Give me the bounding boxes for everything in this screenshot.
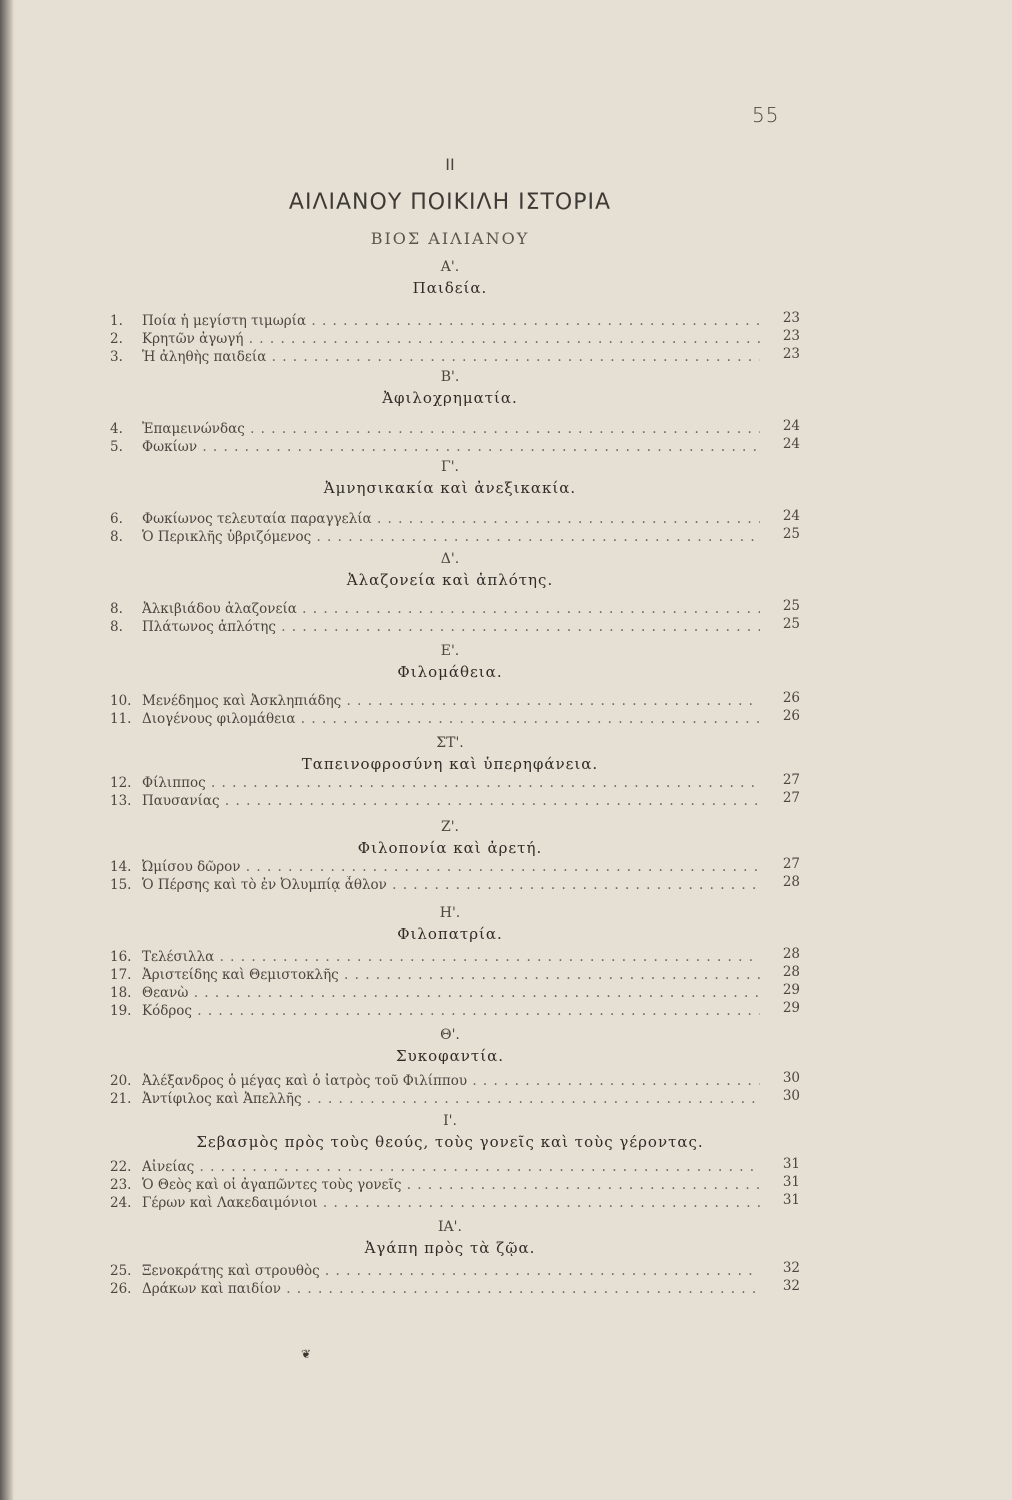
toc-entry <box>110 528 800 546</box>
entry-number: 18. <box>110 985 132 1001</box>
entry-page-number: 31 <box>782 1192 800 1208</box>
entry-page-number: 23 <box>782 310 800 326</box>
toc-entry <box>110 510 800 528</box>
entry-number: 16. <box>110 949 132 965</box>
entry-label: Παυσανίας . . . <box>142 792 760 810</box>
entry-label: Ἐπαμεινώνδας . . . <box>142 420 760 438</box>
entry-number: 2. <box>110 331 123 347</box>
entry-number: 10. <box>110 693 132 709</box>
entry-page-number: 27 <box>782 790 800 806</box>
entry-page-number: 24 <box>782 508 800 524</box>
section-roman-numeral: II <box>445 155 455 174</box>
entry-page-number: 28 <box>782 946 800 962</box>
section-number: Α'. <box>440 259 460 275</box>
entry-label: Ὁ Περικλῆς ὑβριζόμενος . . . <box>142 528 760 546</box>
section-number: Η'. <box>439 905 461 921</box>
section-number: Δ'. <box>440 551 460 567</box>
section-title: Φιλοπονία καὶ ἀρετή. <box>357 839 543 857</box>
entry-page-number: 25 <box>782 598 800 614</box>
section-heading <box>0 258 900 298</box>
section-title: Ἀγάπη πρὸς τὰ ζῷα. <box>364 1239 536 1257</box>
entry-label: Ὁ Πέρσης καὶ τὸ ἐν Ὀλυμπίᾳ ἆθλον . . . <box>142 876 760 894</box>
toc-entry <box>110 420 800 438</box>
entry-number: 8. <box>110 619 123 635</box>
section-title: Ἀφιλοχρηματία. <box>382 389 518 407</box>
entry-label: Ὠμίσου δῶρον . . . <box>142 858 760 876</box>
entry-page-number: 30 <box>782 1088 800 1104</box>
toc-entry <box>110 1072 800 1090</box>
section-heading <box>0 1218 900 1258</box>
entry-label: Τελέσιλλα . . . <box>142 948 760 966</box>
page-subtitle: ΒΙΟΣ ΑΙΛΙΑΝΟΥ <box>370 229 530 248</box>
entry-number: 26. <box>110 1281 132 1297</box>
entry-label: Ὁ Θεὸς καὶ οἱ ἀγαπῶντες τοὺς γονεῖς . . . <box>142 1176 760 1194</box>
section-heading <box>0 734 900 774</box>
toc-entry <box>110 692 800 710</box>
entry-page-number: 29 <box>782 1000 800 1016</box>
section-number: Β'. <box>440 369 460 385</box>
entry-number: 22. <box>110 1159 132 1175</box>
entry-label: Κόδρος . . . <box>142 1002 760 1020</box>
entry-page-number: 31 <box>782 1174 800 1190</box>
entry-number: 8. <box>110 601 123 617</box>
entry-page-number: 23 <box>782 328 800 344</box>
section-title: Σεβασμὸς πρὸς τοὺς θεούς, τοὺς γονεῖς καὶ τοὺς γέροντας. <box>196 1133 704 1151</box>
toc-entry <box>110 312 800 330</box>
entry-label: Διογένους φιλομάθεια . . . <box>142 710 760 728</box>
entry-page-number: 32 <box>782 1278 800 1294</box>
entry-number: 21. <box>110 1091 132 1107</box>
section-title: Φιλομάθεια. <box>397 663 503 681</box>
toc-entry <box>110 1280 800 1298</box>
section-heading <box>0 368 900 408</box>
toc-entry <box>110 876 800 894</box>
toc-entry <box>110 600 800 618</box>
section-number: ΣΤ'. <box>436 735 464 751</box>
toc-entry <box>110 618 800 636</box>
entry-label: Μενέδημος καὶ Ἀσκληπιάδης . . . <box>142 692 760 710</box>
section-heading <box>0 904 900 944</box>
entry-label: Ἀλκιβιάδου ἀλαζονεία . . . <box>142 600 760 618</box>
toc-entry <box>110 984 800 1002</box>
entry-page-number: 24 <box>782 418 800 434</box>
toc-entry <box>110 330 800 348</box>
toc-entry <box>110 1158 800 1176</box>
toc-entry <box>110 1002 800 1020</box>
entry-number: 15. <box>110 877 132 893</box>
entry-page-number: 26 <box>782 690 800 706</box>
entry-page-number: 27 <box>782 856 800 872</box>
section-title: Ἀλαζονεία καὶ ἁπλότης. <box>346 571 554 589</box>
section-number: ΙΑ'. <box>438 1219 462 1235</box>
entry-number: 8. <box>110 529 123 545</box>
toc-entry <box>110 1262 800 1280</box>
toc-entry <box>110 348 800 366</box>
section-number: Γ'. <box>440 459 459 475</box>
entry-label: Ἀριστείδης καὶ Θεμιστοκλῆς . . . <box>142 966 760 984</box>
entry-page-number: 28 <box>782 964 800 980</box>
entry-number: 4. <box>110 421 123 437</box>
entry-label: Φίλιππος . . . <box>142 774 760 792</box>
section-title: Ἀμνησικακία καὶ ἀνεξικακία. <box>323 479 577 497</box>
section-heading <box>0 550 900 590</box>
entry-number: 14. <box>110 859 132 875</box>
toc-entry <box>110 774 800 792</box>
entry-page-number: 31 <box>782 1156 800 1172</box>
section-title: Ταπεινοφροσύνη καὶ ὑπερηφάνεια. <box>301 755 599 773</box>
section-title: Φιλοπατρία. <box>397 925 503 943</box>
entry-label: Ἀντίφιλος καὶ Ἀπελλῆς . . . <box>142 1090 760 1108</box>
entry-label: Φωκίων . . . <box>142 438 760 456</box>
toc-entry <box>110 438 800 456</box>
entry-label: Ἡ ἀληθὴς παιδεία . . . <box>142 348 760 366</box>
entry-page-number: 32 <box>782 1260 800 1276</box>
entry-number: 6. <box>110 511 123 527</box>
entry-label: Θεανὼ . . . <box>142 984 760 1002</box>
section-title: Συκοφαντία. <box>396 1047 504 1065</box>
entry-label: Γέρων καὶ Λακεδαιμόνιοι . . . <box>142 1194 760 1212</box>
toc-entry <box>110 710 800 728</box>
entry-page-number: 27 <box>782 772 800 788</box>
entry-page-number: 29 <box>782 982 800 998</box>
entry-label: Δράκων καὶ παιδίον . . . <box>142 1280 760 1298</box>
entry-number: 23. <box>110 1177 132 1193</box>
entry-number: 11. <box>110 711 132 727</box>
section-number: Θ'. <box>440 1027 460 1043</box>
section-number: Ζ'. <box>440 819 460 835</box>
toc-entry <box>110 966 800 984</box>
entry-page-number: 24 <box>782 436 800 452</box>
entry-number: 19. <box>110 1003 132 1019</box>
entry-page-number: 25 <box>782 616 800 632</box>
entry-page-number: 26 <box>782 708 800 724</box>
entry-page-number: 28 <box>782 874 800 890</box>
entry-number: 25. <box>110 1263 132 1279</box>
entry-label: Ποία ἡ μεγίστη τιμωρία . . . <box>142 312 760 330</box>
toc-entry <box>110 948 800 966</box>
toc-entry <box>110 1176 800 1194</box>
section-heading <box>0 1112 900 1152</box>
section-number: Ε'. <box>440 643 460 659</box>
entry-label: Αἰνείας . . . <box>142 1158 760 1176</box>
entry-number: 20. <box>110 1073 132 1089</box>
section-number: Ι'. <box>443 1113 457 1129</box>
section-heading <box>0 642 900 682</box>
entry-label: Φωκίωνος τελευταία παραγγελία . . . <box>142 510 760 528</box>
page-title: ΑΙΛΙΑΝΟΥ ΠΟΙΚΙΛΗ ΙΣΤΟΡΙΑ <box>288 190 612 215</box>
entry-number: 24. <box>110 1195 132 1211</box>
entry-number: 5. <box>110 439 123 455</box>
entry-label: Κρητῶν ἀγωγή . . . <box>142 330 760 348</box>
entry-number: 12. <box>110 775 132 791</box>
toc-entry <box>110 1194 800 1212</box>
section-heading <box>0 458 900 498</box>
entry-number: 1. <box>110 313 123 329</box>
toc-entry <box>110 1090 800 1108</box>
section-heading <box>0 818 900 858</box>
entry-number: 17. <box>110 967 132 983</box>
entry-label: Ἀλέξανδρος ὁ μέγας καὶ ὁ ἰατρὸς τοῦ Φιλίππου . . . <box>142 1072 760 1090</box>
entry-label: Πλάτωνος ἁπλότης . . . <box>142 618 760 636</box>
entry-number: 13. <box>110 793 132 809</box>
entry-label: Ξενοκράτης καὶ στρουθὸς . . . <box>142 1262 760 1280</box>
ornament-icon: ❦ <box>301 1347 312 1361</box>
section-title: Παιδεία. <box>412 279 488 297</box>
section-heading <box>0 1026 900 1066</box>
entry-page-number: 23 <box>782 346 800 362</box>
toc-entry <box>110 858 800 876</box>
entry-page-number: 30 <box>782 1070 800 1086</box>
entry-number: 3. <box>110 349 123 365</box>
entry-page-number: 25 <box>782 526 800 542</box>
toc-entry <box>110 792 800 810</box>
page-number: 55 <box>752 103 780 127</box>
